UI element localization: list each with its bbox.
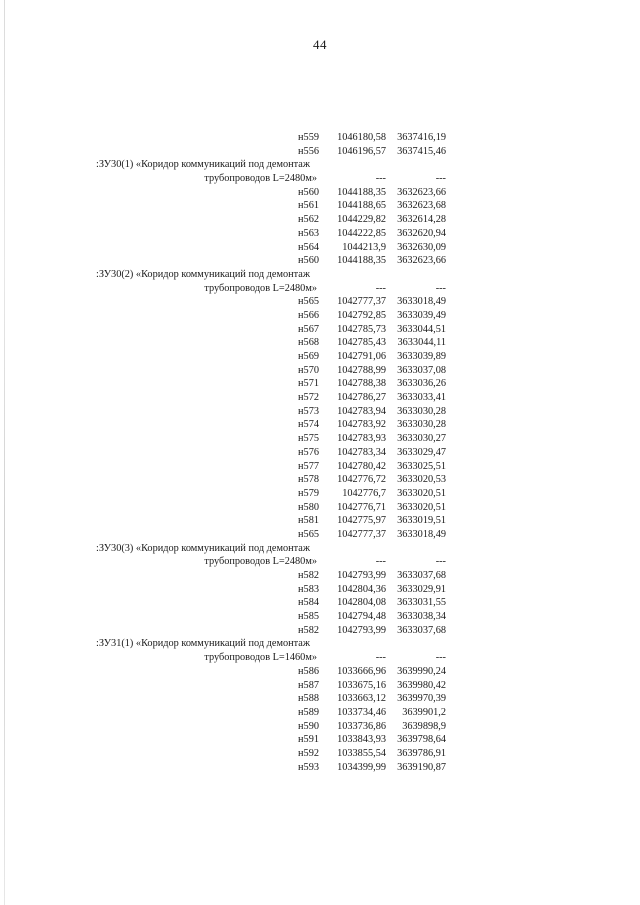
- coordinate-x: 1042776,72: [337, 474, 386, 486]
- point-id: н581: [298, 515, 319, 527]
- coordinate-y: 3633020,51: [397, 487, 446, 499]
- table-row: [0, 323, 640, 337]
- table-row: [0, 405, 640, 419]
- table-row: [0, 336, 640, 350]
- coordinate-x: 1042776,71: [337, 501, 386, 513]
- coordinate-y: 3633019,51: [397, 515, 446, 527]
- coordinate-y: 3633018,49: [397, 296, 446, 308]
- coordinate-x: 1042783,93: [337, 433, 386, 445]
- coordinate-x: 1042804,36: [337, 583, 386, 595]
- table-row: [0, 514, 640, 528]
- point-id: н569: [298, 351, 319, 362]
- coordinate-x: 1042785,73: [337, 323, 386, 335]
- coordinate-x: 1033734,46: [337, 706, 386, 718]
- coordinate-x: 1042785,43: [337, 337, 386, 349]
- coordinate-x: 1042793,99: [337, 570, 386, 581]
- coordinate-y: 3633037,68: [397, 570, 446, 581]
- point-id: н578: [298, 474, 319, 486]
- point-id: н584: [298, 597, 319, 609]
- point-id: н567: [298, 323, 319, 335]
- table-row: [0, 665, 640, 679]
- point-id: н579: [298, 487, 319, 499]
- point-id: н562: [298, 214, 319, 226]
- coordinate-x: 1034399,99: [337, 761, 386, 773]
- coordinate-y: 3633030,28: [397, 405, 446, 417]
- coordinate-x: 1044222,85: [337, 227, 386, 239]
- table-row: [0, 610, 640, 624]
- coordinate-x: 1044188,35: [337, 186, 386, 198]
- point-id: н589: [298, 706, 319, 718]
- table-row: [0, 391, 640, 405]
- coordinate-y: 3639901,2: [402, 706, 446, 718]
- coordinate-y: 3637415,46: [397, 145, 446, 157]
- coordinate-x: 1042786,27: [337, 392, 386, 404]
- coordinate-y: 3633030,28: [397, 419, 446, 431]
- coordinate-x: 1042804,08: [337, 597, 386, 609]
- table-row: [0, 364, 640, 378]
- point-id: н568: [298, 337, 319, 349]
- point-id: н571: [298, 378, 319, 390]
- section-y-placeholder: ---: [435, 282, 446, 294]
- coordinate-y: 3633036,26: [397, 378, 446, 390]
- coordinate-x: 1042776,7: [342, 487, 386, 499]
- point-id: н570: [298, 364, 319, 376]
- table-row: [0, 350, 640, 364]
- section-subtitle: трубопроводов L=2480м»: [204, 282, 317, 294]
- coordinates-table: [0, 131, 640, 774]
- section-subtitle-row: [0, 172, 640, 186]
- point-id: н593: [298, 761, 319, 773]
- coordinate-y: 3633039,49: [397, 309, 446, 321]
- coordinate-y: 3632614,28: [397, 214, 446, 226]
- table-row: [0, 528, 640, 542]
- point-id: н577: [298, 460, 319, 472]
- coordinate-y: 3633037,68: [397, 624, 446, 636]
- table-row: [0, 747, 640, 761]
- section-title: :ЗУ31(1) «Коридор коммуникаций под демонтаж: [96, 638, 310, 650]
- coordinate-x: 1033855,54: [337, 747, 386, 759]
- table-row: [0, 473, 640, 487]
- table-row: [0, 254, 640, 268]
- point-id: н587: [298, 679, 319, 691]
- coordinate-x: 1042788,38: [337, 378, 386, 390]
- coordinate-x: 1042792,85: [337, 309, 386, 321]
- coordinate-y: 3633030,27: [397, 433, 446, 445]
- coordinate-x: 1033843,93: [337, 734, 386, 746]
- point-id: н582: [298, 624, 319, 636]
- table-row: [0, 761, 640, 775]
- section-y-placeholder: ---: [435, 556, 446, 568]
- coordinate-x: 1046196,57: [337, 145, 386, 157]
- coordinate-y: 3633029,47: [397, 446, 446, 458]
- section-y-placeholder: ---: [435, 652, 446, 664]
- point-id: н574: [298, 419, 319, 431]
- coordinate-y: 3632623,68: [397, 200, 446, 212]
- point-id: н591: [298, 734, 319, 746]
- table-row: [0, 446, 640, 460]
- point-id: н560: [298, 255, 319, 267]
- section-y-placeholder: ---: [435, 173, 446, 185]
- section-subtitle-row: [0, 555, 640, 569]
- coordinate-x: 1042783,92: [337, 419, 386, 431]
- section-subtitle: трубопроводов L=2480м»: [204, 556, 317, 568]
- table-row: [0, 692, 640, 706]
- table-row: [0, 460, 640, 474]
- table-row: [0, 295, 640, 309]
- coordinate-y: 3632623,66: [397, 255, 446, 267]
- coordinate-y: 3633038,34: [397, 611, 446, 623]
- coordinate-y: 3639980,42: [397, 679, 446, 691]
- table-row: [0, 596, 640, 610]
- coordinate-x: 1042791,06: [337, 351, 386, 362]
- table-row: [0, 418, 640, 432]
- point-id: н572: [298, 392, 319, 404]
- table-row: [0, 432, 640, 446]
- point-id: н582: [298, 570, 319, 581]
- point-id: н592: [298, 747, 319, 759]
- coordinate-x: 1042793,99: [337, 624, 386, 636]
- coordinate-x: 1044188,65: [337, 200, 386, 212]
- coordinate-x: 1042794,48: [337, 611, 386, 623]
- section-subtitle: трубопроводов L=2480м»: [204, 173, 317, 185]
- point-id: н583: [298, 583, 319, 595]
- point-id: н576: [298, 446, 319, 458]
- point-id: н590: [298, 720, 319, 732]
- point-id: н585: [298, 611, 319, 623]
- page-number: 44: [313, 37, 327, 52]
- point-id: н575: [298, 433, 319, 445]
- section-subtitle-row: [0, 282, 640, 296]
- coordinate-x: 1042783,94: [337, 405, 386, 417]
- coordinate-x: 1044229,82: [337, 214, 386, 226]
- coordinate-x: 1042777,37: [337, 296, 386, 308]
- coordinate-y: 3639990,24: [397, 665, 446, 677]
- table-row: [0, 624, 640, 638]
- point-id: н556: [298, 145, 319, 157]
- coordinate-x: 1044213,9: [342, 241, 386, 253]
- section-x-placeholder: ---: [375, 556, 386, 568]
- point-id: н560: [298, 186, 319, 198]
- section-x-placeholder: ---: [375, 652, 386, 664]
- table-row: [0, 501, 640, 515]
- coordinate-y: 3632623,66: [397, 186, 446, 198]
- coordinate-y: 3639190,87: [397, 761, 446, 773]
- table-row: [0, 227, 640, 241]
- section-x-placeholder: ---: [375, 173, 386, 185]
- table-row: [0, 213, 640, 227]
- coordinate-y: 3633037,08: [397, 364, 446, 376]
- table-row: [0, 186, 640, 200]
- table-row: [0, 309, 640, 323]
- coordinate-y: 3633031,55: [397, 597, 446, 609]
- coordinate-y: 3632630,09: [397, 241, 446, 253]
- table-row: [0, 679, 640, 693]
- point-id: н565: [298, 528, 319, 540]
- section-title-row: [0, 637, 640, 651]
- section-title: :ЗУ30(3) «Коридор коммуникаций под демонтаж: [96, 542, 310, 554]
- table-row: [0, 706, 640, 720]
- table-row: [0, 131, 640, 145]
- coordinate-y: 3639970,39: [397, 693, 446, 705]
- coordinate-y: 3639898,9: [402, 720, 446, 732]
- coordinate-y: 3633044,51: [397, 323, 446, 335]
- section-title-row: [0, 268, 640, 282]
- table-row: [0, 487, 640, 501]
- coordinate-y: 3633029,91: [397, 583, 446, 595]
- point-id: н559: [298, 132, 319, 143]
- coordinate-y: 3632620,94: [397, 227, 446, 239]
- coordinate-x: 1033663,12: [337, 693, 386, 705]
- section-x-placeholder: ---: [375, 282, 386, 294]
- section-title: :ЗУ30(1) «Коридор коммуникаций под демонтаж: [96, 159, 310, 171]
- coordinate-x: 1042777,37: [337, 528, 386, 540]
- coordinate-y: 3639786,91: [397, 747, 446, 759]
- table-row: [0, 733, 640, 747]
- section-title-row: [0, 542, 640, 556]
- point-id: н566: [298, 309, 319, 321]
- coordinate-y: 3633020,53: [397, 474, 446, 486]
- coordinate-y: 3633018,49: [397, 528, 446, 540]
- point-id: н573: [298, 405, 319, 417]
- table-row: [0, 241, 640, 255]
- coordinate-x: 1042780,42: [337, 460, 386, 472]
- point-id: н563: [298, 227, 319, 239]
- section-title-row: [0, 158, 640, 172]
- coordinate-x: 1033736,86: [337, 720, 386, 732]
- point-id: н564: [298, 241, 319, 253]
- coordinate-y: 3637416,19: [397, 132, 446, 143]
- table-row: [0, 569, 640, 583]
- section-subtitle: трубопроводов L=1460м»: [204, 652, 317, 664]
- point-id: н561: [298, 200, 319, 212]
- coordinate-y: 3633044,11: [397, 337, 446, 349]
- table-row: [0, 145, 640, 159]
- coordinate-x: 1033666,96: [337, 665, 386, 677]
- point-id: н565: [298, 296, 319, 308]
- section-subtitle-row: [0, 651, 640, 665]
- point-id: н588: [298, 693, 319, 705]
- table-row: [0, 583, 640, 597]
- coordinate-x: 1046180,58: [337, 132, 386, 143]
- coordinate-y: 3633039,89: [397, 351, 446, 362]
- table-row: [0, 377, 640, 391]
- coordinate-y: 3633025,51: [397, 460, 446, 472]
- coordinate-x: 1042788,99: [337, 364, 386, 376]
- table-row: [0, 199, 640, 213]
- coordinate-x: 1044188,35: [337, 255, 386, 267]
- coordinate-x: 1033675,16: [337, 679, 386, 691]
- coordinate-x: 1042775,97: [337, 515, 386, 527]
- table-row: [0, 720, 640, 734]
- point-id: н580: [298, 501, 319, 513]
- coordinate-y: 3633020,51: [397, 501, 446, 513]
- coordinate-x: 1042783,34: [337, 446, 386, 458]
- point-id: н586: [298, 665, 319, 677]
- coordinate-y: 3639798,64: [397, 734, 446, 746]
- coordinate-y: 3633033,41: [397, 392, 446, 404]
- section-title: :ЗУ30(2) «Коридор коммуникаций под демонтаж: [96, 268, 310, 280]
